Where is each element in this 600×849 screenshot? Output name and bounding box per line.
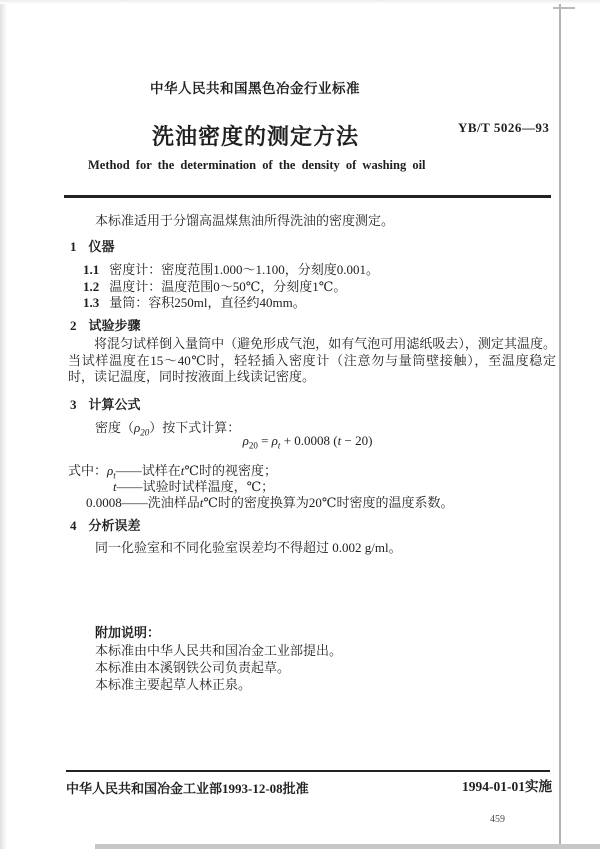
note-line-1: 本标准由中华人民共和国冶金工业部提出。 [95, 643, 343, 658]
density-formula: $\rho_{20} = \rho_t + 0.0008$ (t − 20) [242, 433, 373, 451]
section-2-number: 2 [70, 318, 77, 333]
note-line-2: 本标准由本溪钢铁公司负责起草。 [95, 660, 291, 675]
section-3-title: 计算公式 [88, 397, 141, 412]
instrument-item-3 [83, 292, 306, 311]
item-1-1-text: 密度计：密度范围1.000～1.100，分刻度0.001。 [109, 262, 380, 277]
section-2-heading [70, 315, 141, 334]
section-4-title: 分析误差 [88, 518, 141, 533]
formula-where-row-3: 0.0008——洗油样品t℃时的密度换算为20℃时密度的温度系数。 [86, 495, 454, 510]
item-1-3-text: 量筒：容积250ml，直径约40mm。 [109, 295, 306, 310]
section-2-title: 试验步骤 [88, 318, 141, 333]
page-edge-bottom [95, 844, 600, 849]
section-1-title: 仪器 [88, 239, 115, 254]
standard-issuer-line: 中华人民共和国黑色冶金行业标准 [150, 81, 360, 96]
section-4-heading [70, 515, 141, 534]
item-1-2-number: 1.2 [83, 279, 100, 294]
tolerance-paragraph: 同一化验室和不同化验室误差均不得超过 0.002 g/ml。 [95, 540, 402, 555]
scan-artifact [553, 7, 575, 9]
item-1-2-text: 温度计：温度范围0～50℃，分刻度1℃。 [109, 279, 347, 294]
formula-where-row-1: 式中：$\rho_t——$试样在t℃时的视密度； [68, 463, 277, 481]
standard-code: YB/T 5026—93 [458, 120, 550, 135]
header-rule [64, 195, 551, 198]
formula-where-row-2: t——试验时试样温度，℃； [113, 479, 275, 494]
notes-heading: 附加说明： [95, 625, 161, 640]
procedure-paragraph: 将混匀试样倒入量筒中（避免形成气泡，如有气泡可用滤纸吸去），测定其温度。当试样温度在15～40℃时，轻轻插入密度计（注意勿与量筒壁接触），至温度稳定时，读记温度，同时按液面上线读记密度。 [68, 336, 556, 384]
page-edge-left [0, 0, 7, 849]
note-line-3: 本标准主要起草人林正泉。 [95, 677, 252, 692]
page-edge-top [0, 0, 600, 4]
section-4-number: 4 [70, 518, 77, 533]
implementation-date: 1994-01-01实施 [462, 779, 552, 794]
page-edge-right [559, 4, 561, 846]
document-title-zh: 洗油密度的测定方法 [152, 124, 360, 149]
where-label: 式中： [68, 463, 108, 478]
footer-rule [66, 770, 550, 772]
section-1-number: 1 [70, 239, 77, 254]
section-3-number: 3 [70, 397, 77, 412]
document-title-en: Method for the determination of the density of washing oil [88, 158, 426, 172]
section-1-heading [70, 236, 115, 255]
section-3-heading [70, 394, 141, 413]
approval-line: 中华人民共和国冶金工业部1993-12-08批准 [66, 781, 309, 796]
page-number: 459 [490, 814, 505, 825]
item-1-3-number: 1.3 [83, 295, 100, 310]
formula-lead: 密度$(\rho_{20})$按下式计算： [95, 420, 241, 438]
item-1-1-number: 1.1 [83, 262, 100, 277]
scope-paragraph: 本标准适用于分馏高温煤焦油所得洗油的密度测定。 [95, 213, 395, 228]
